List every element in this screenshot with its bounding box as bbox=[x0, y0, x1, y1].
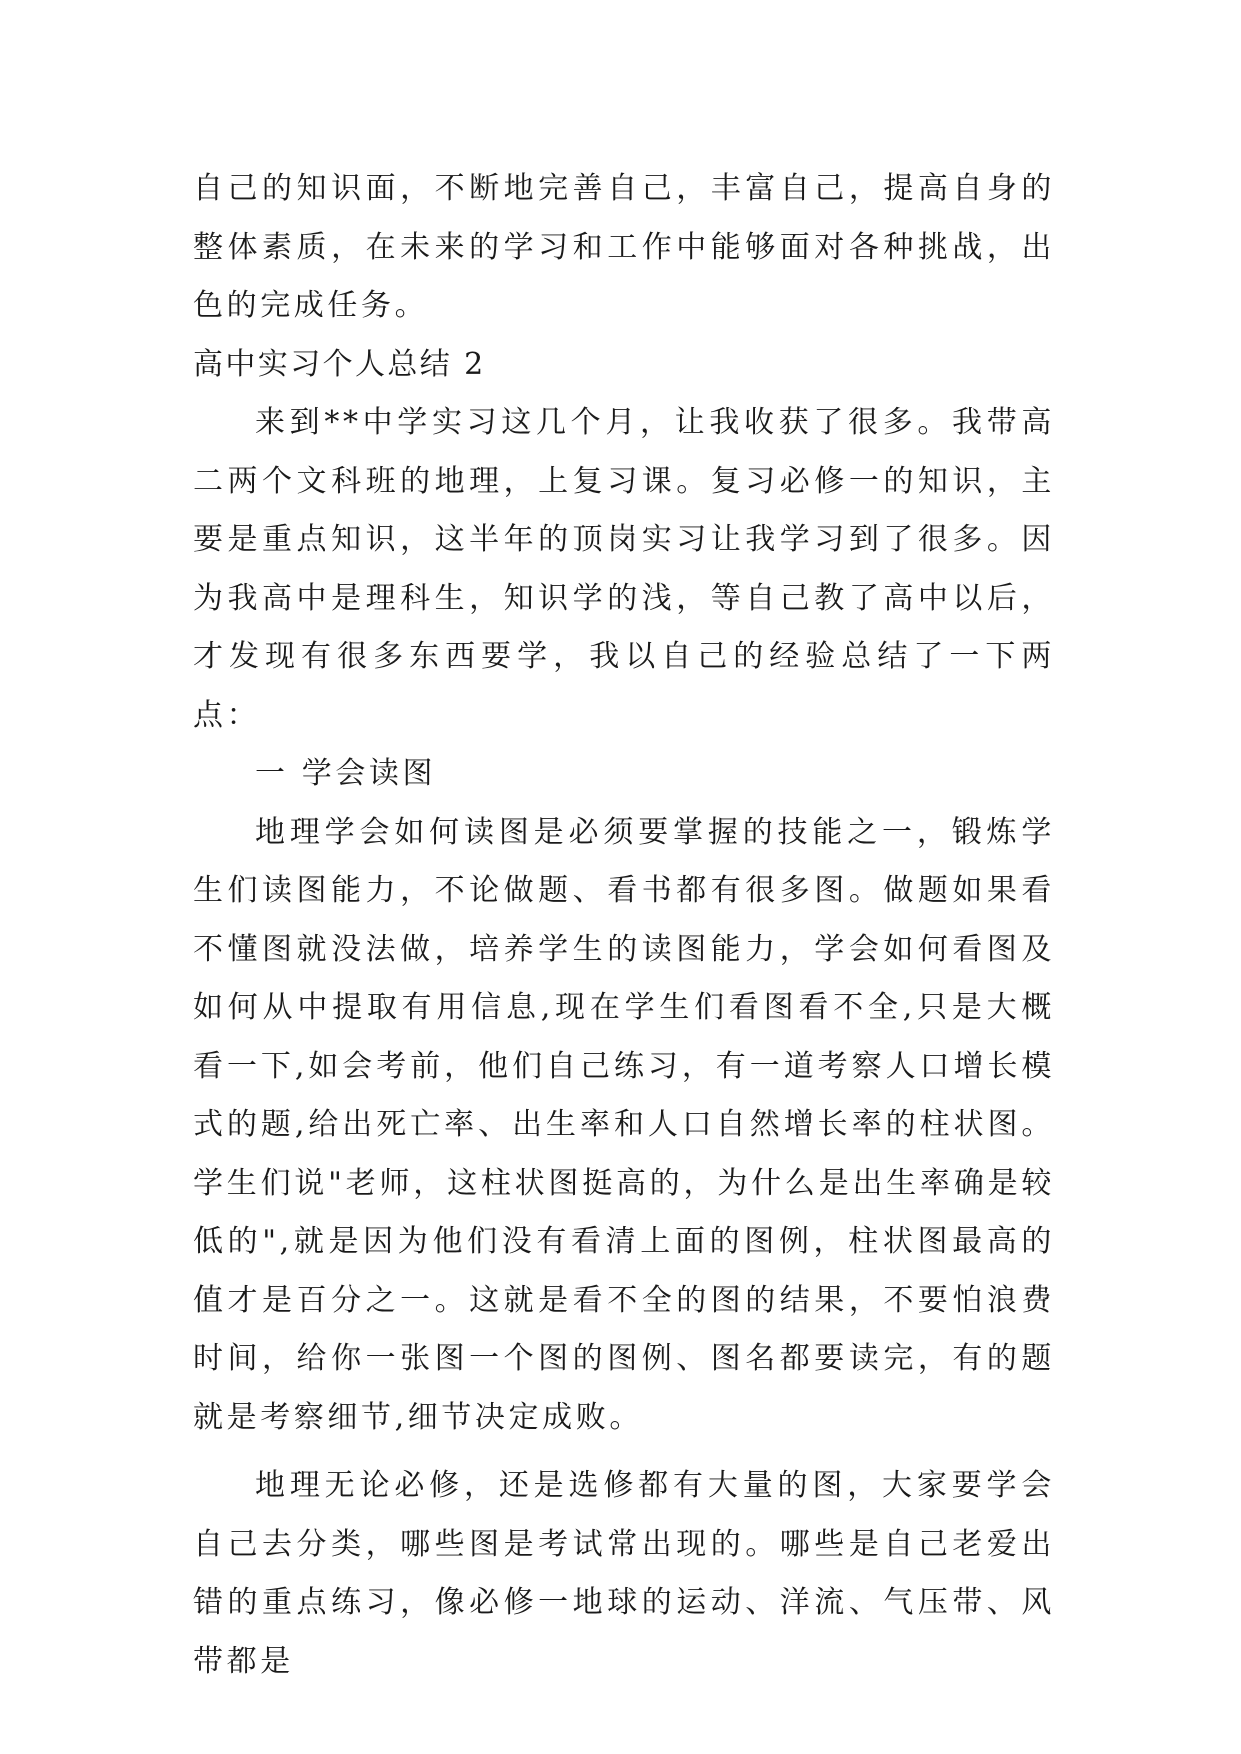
paragraph-continued: 自己的知识面，不断地完善自己，丰富自己，提高自身的整体素质，在未来的学习和工作中能够面对各种挑战，出色的完成任务。 bbox=[193, 171, 1055, 323]
paragraph-read-maps: 地理学会如何读图是必须要掌握的技能之一，锻炼学生们读图能力，不论做题、看书都有很多图。做题如果看不懂图就没法做，培养学生的读图能力，学会如何看图及如何从中提取有用信息,现在学生们看图看不全,只是大概看一下,如会考前，他们自己练习，有一道考察人口增长模式的题,给出死亡率、出生率和人口自然增长率的柱状图。学生们说"老师，这柱状图挺高的，为什么是出生率确是较低的",就是因为他们没有看清上面的图例，柱状图最高的值才是百分之一。这就是看不全的图的结果，不要怕浪费时间，给你一张图一个图的图例、图名都要读完，有的题就是考察细节,细节决定成败。 bbox=[193, 814, 1055, 1435]
section-heading: 高中实习个人总结 2 bbox=[193, 346, 486, 382]
paragraph-intro: 来到**中学实习这几个月，让我收获了很多。我带高二两个文科班的地理，上复习课。复习必修一的知识，主要是重点知识，这半年的顶岗实习让我学习到了很多。因为我高中是理科生，知识学的浅，等自己教了高中以后，才发现有很多东西要学，我以自己的经验总结了一下两点： bbox=[193, 405, 1055, 733]
sub-heading-read-maps: 一 学会读图 bbox=[255, 756, 437, 791]
document-body bbox=[193, 160, 1055, 1691]
paragraph-classify-maps: 地理无论必修，还是选修都有大量的图，大家要学会自己去分类，哪些图是考试常出现的。哪些是自己老爱出错的重点练习，像必修一地球的运动、洋流、气压带、风带都是 bbox=[193, 1468, 1055, 1679]
